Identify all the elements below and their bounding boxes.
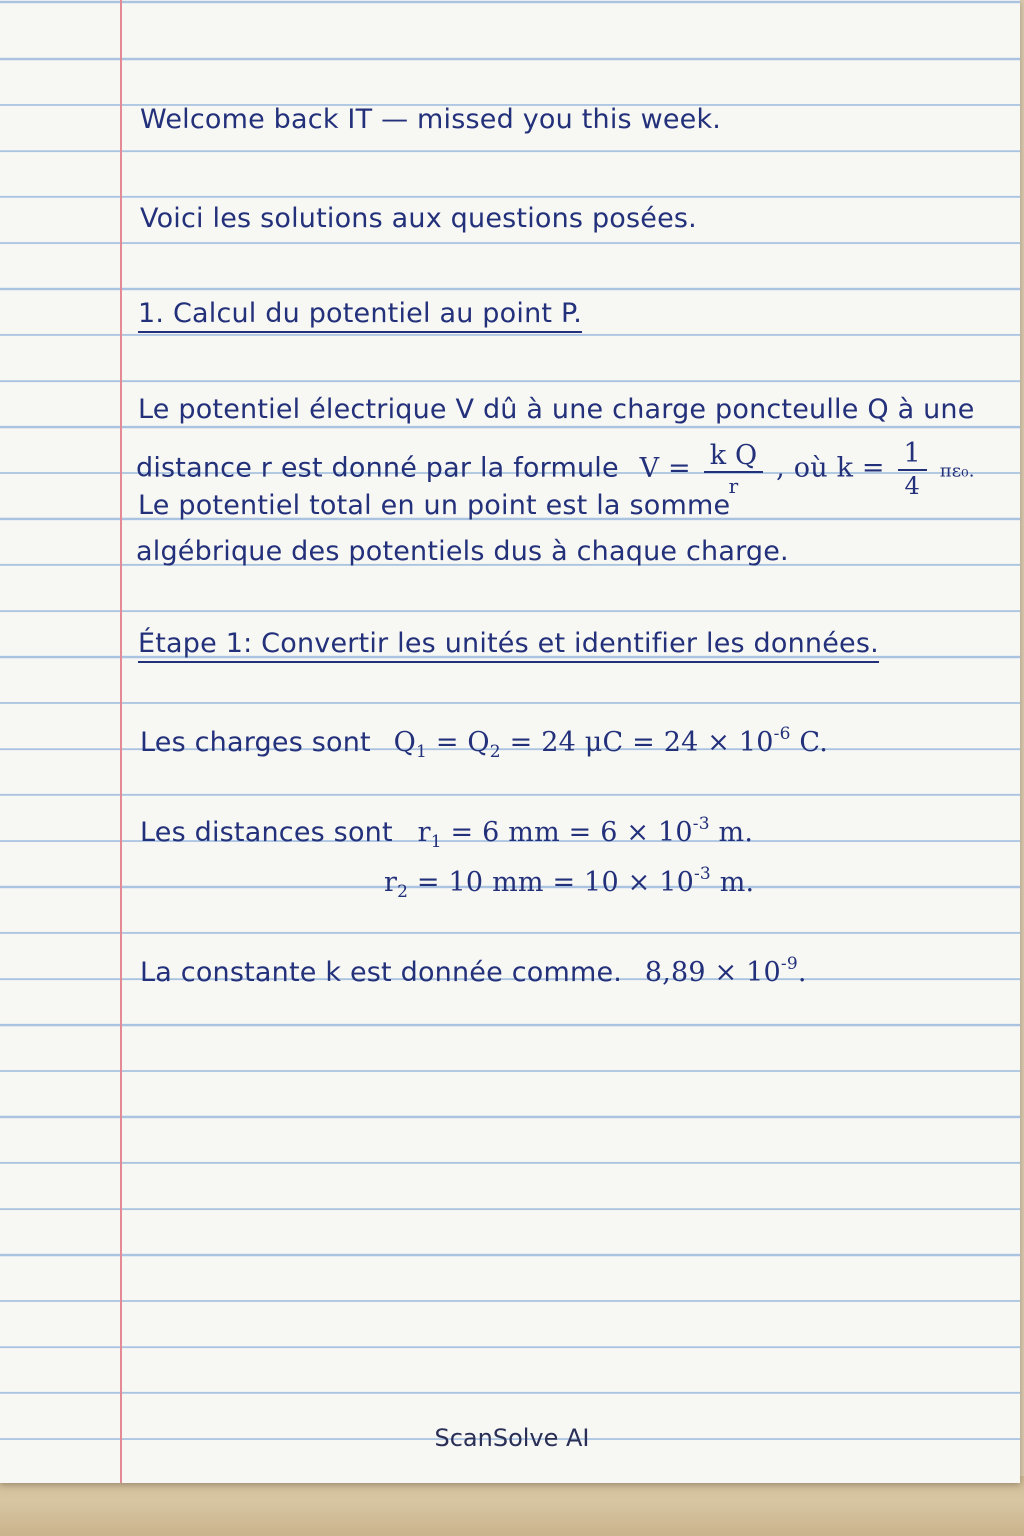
charges-value: = 24 $\mu C = 24 \times 10^{-6}$ C. (509, 724, 829, 758)
charges-line (140, 726, 828, 761)
k-numerator: 1 (898, 440, 927, 471)
distances-label: Les distances sont (140, 817, 393, 848)
charges-q1: $Q_1$ (393, 727, 428, 762)
constant-label: La constante k est donnée comme. (140, 957, 623, 988)
constant-line (140, 956, 807, 986)
margin-line (120, 0, 122, 1483)
paragraph-line-1: Le potentiel électrique V dû à une charge poncteulle Q à une (138, 394, 975, 425)
distances-line-1 (140, 816, 753, 851)
step-1-heading: Étape 1: Convertir les unités et identifier les données. (138, 630, 879, 663)
heading-question-1: 1. Calcul du potentiel au point P. (138, 300, 582, 333)
paragraph-line-4: algébrique des potentiels dus à chaque charge. (136, 536, 789, 567)
formula-fraction (704, 442, 764, 496)
r1-expression: $r_1 = 6$ mm = $6 \times 10^{-3}$ m. (417, 814, 754, 852)
r2-expression: $r_2 = 10$ mm = $10 \times 10^{-3}$ m. (384, 864, 755, 902)
k-denominator: 4 (904, 472, 920, 500)
formula-numerator: k Q (704, 442, 764, 473)
charges-label: Les charges sont (140, 727, 371, 758)
paragraph-line-2-text: distance r est donné par la formule (136, 452, 619, 484)
paragraph-line-3: Le potentiel total en un point est la somme (138, 490, 731, 521)
charges-q2: = $Q_2$ (435, 727, 501, 762)
desk-surface (0, 1476, 1024, 1536)
k-fraction (898, 440, 927, 498)
formula-lhs: V = (639, 452, 691, 484)
formula-denominator: r (728, 474, 739, 498)
formula-ou-k: , où k = (776, 452, 885, 484)
greeting-line: Welcome back IT — missed you this week. (140, 104, 722, 135)
intro-line: Voici les solutions aux questions posées. (140, 203, 697, 234)
brand-footer: ScanSolve AI (434, 1424, 590, 1452)
constant-value: $8,89 \times 10^{-9}$. (644, 954, 807, 988)
k-tail: πε₀. (939, 460, 975, 482)
